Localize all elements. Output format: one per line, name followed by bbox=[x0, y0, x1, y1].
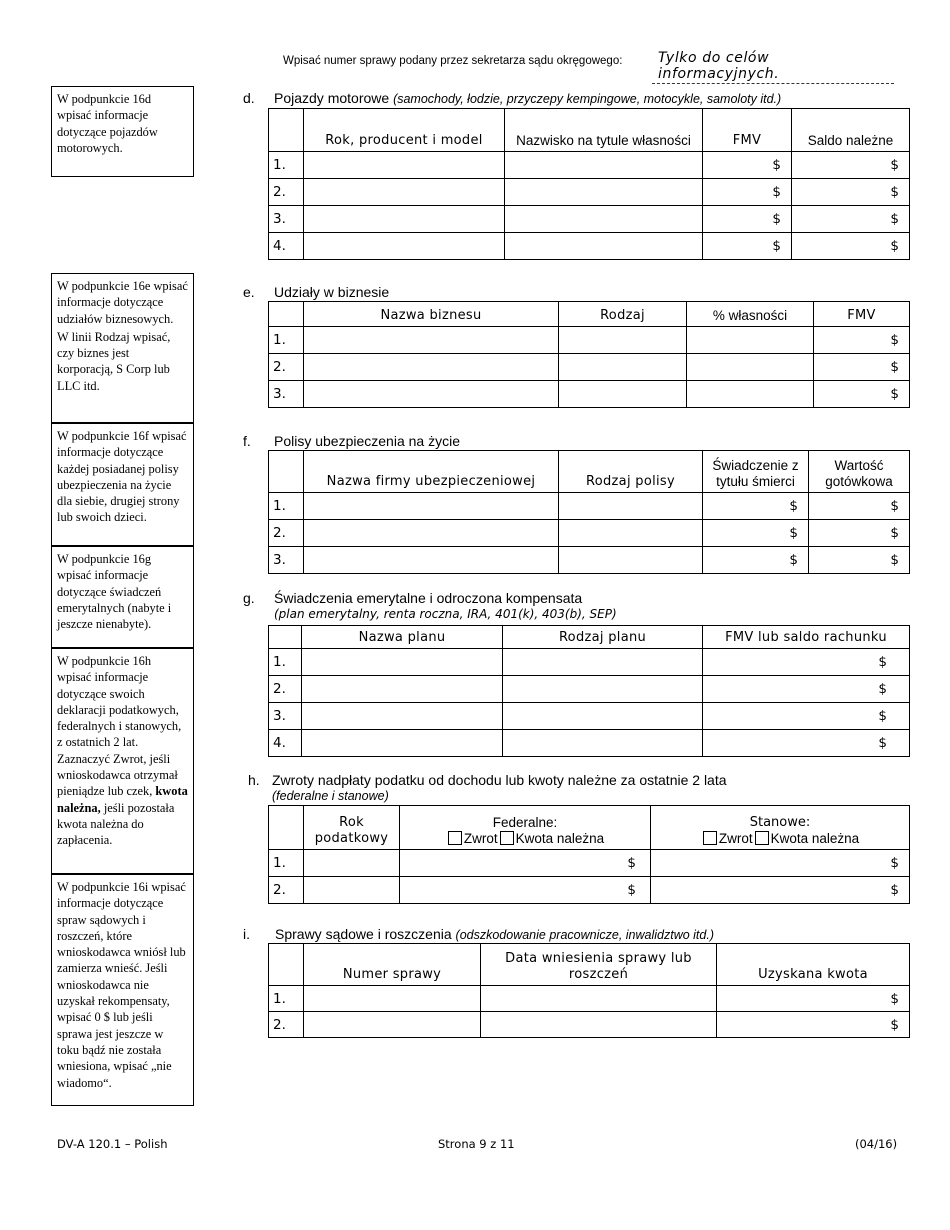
business-name-cell[interactable] bbox=[304, 327, 559, 354]
fmv-cell[interactable]: $ bbox=[814, 327, 910, 354]
fmv-cell[interactable]: $ bbox=[703, 206, 792, 233]
business-type-cell[interactable] bbox=[559, 381, 687, 408]
title-holder-cell[interactable] bbox=[505, 152, 703, 179]
table-row: 1. $ $ bbox=[269, 493, 910, 520]
table-row: 1. $ bbox=[269, 327, 910, 354]
section-i-letter: i. bbox=[243, 926, 250, 942]
section-d-title: Pojazdy motorowe (samochody, łodzie, przyczepy kempingowe, motocykle, samoloty itd.) bbox=[274, 90, 782, 106]
federal-due-checkbox[interactable] bbox=[500, 831, 514, 845]
col-header: FMV bbox=[703, 109, 792, 152]
title-holder-cell[interactable] bbox=[505, 206, 703, 233]
table-row: 1. $ bbox=[269, 649, 910, 676]
col-header: FMV lub saldo rachunku bbox=[703, 626, 910, 649]
vehicle-model-cell[interactable] bbox=[304, 179, 505, 206]
state-refund-checkbox[interactable] bbox=[703, 831, 717, 845]
title-holder-cell[interactable] bbox=[505, 179, 703, 206]
section-f-letter: f. bbox=[243, 433, 251, 449]
col-header: Nazwa firmy ubezpieczeniowej bbox=[304, 451, 559, 493]
vehicle-model-cell[interactable] bbox=[304, 152, 505, 179]
account-balance-cell[interactable]: $ bbox=[703, 676, 910, 703]
sidebar-note-16e: W podpunkcie 16e wpisać informacje dotyczące udziałów biznesowych. W linii Rodzaj wpisać, czy biznes jest korporacją, S Corp lub LLC itd. bbox=[51, 273, 194, 423]
insurer-name-cell[interactable] bbox=[304, 493, 559, 520]
policy-type-cell[interactable] bbox=[559, 520, 703, 547]
col-header: Rok podatkowy bbox=[304, 806, 400, 850]
insurer-name-cell[interactable] bbox=[304, 520, 559, 547]
form-revision: (04/16) bbox=[855, 1137, 898, 1151]
case-number-field[interactable]: Tylko do celów informacyjnych. bbox=[652, 50, 894, 84]
death-benefit-cell[interactable]: $ bbox=[703, 520, 809, 547]
section-g-letter: g. bbox=[243, 590, 255, 606]
table-row: 2. $ bbox=[269, 676, 910, 703]
sidebar-note-16i: W podpunkcie 16i wpisać informacje dotyczące spraw sądowych i roszczeń, które wnioskodawca wniósł lub zamierza wnieść. Jeśli wnioskodawca nie uzyskał rekompensaty, wpisać 0 $ lub jeśli sprawa jest jeszcze w toku bądź nie została wniesiona, wpisać „nie wiadomo“. bbox=[51, 874, 194, 1106]
plan-name-cell[interactable] bbox=[302, 703, 503, 730]
title-holder-cell[interactable] bbox=[505, 233, 703, 260]
balance-cell[interactable]: $ bbox=[792, 179, 910, 206]
business-type-cell[interactable] bbox=[559, 327, 687, 354]
filing-date-cell[interactable] bbox=[481, 1012, 717, 1038]
federal-amount-cell[interactable]: $ bbox=[400, 850, 651, 877]
section-h-title: Zwroty nadpłaty podatku od dochodu lub kwoty należne za ostatnie 2 lata bbox=[272, 772, 727, 788]
ownership-cell[interactable] bbox=[687, 327, 814, 354]
plan-type-cell[interactable] bbox=[503, 730, 703, 757]
sidebar-note-16g: W podpunkcie 16g wpisać informacje dotyczące świadczeń emerytalnych (nabyte i jeszcze nienabyte). bbox=[51, 546, 194, 648]
fmv-cell[interactable]: $ bbox=[703, 179, 792, 206]
col-header: % własności bbox=[687, 302, 814, 327]
plan-name-cell[interactable] bbox=[302, 649, 503, 676]
page-number: Strona 9 z 11 bbox=[438, 1137, 515, 1151]
table-row: 3. $ bbox=[269, 703, 910, 730]
case-number-cell[interactable] bbox=[304, 986, 481, 1012]
cash-value-cell[interactable]: $ bbox=[809, 493, 910, 520]
cash-value-cell[interactable]: $ bbox=[809, 547, 910, 574]
section-h-subtitle: (federalne i stanowe) bbox=[272, 789, 389, 803]
death-benefit-cell[interactable]: $ bbox=[703, 493, 809, 520]
account-balance-cell[interactable]: $ bbox=[703, 730, 910, 757]
section-g-title: Świadczenia emerytalne i odroczona kompensata bbox=[274, 590, 583, 606]
vehicle-model-cell[interactable] bbox=[304, 206, 505, 233]
policy-type-cell[interactable] bbox=[559, 493, 703, 520]
table-row: 3. $ $ bbox=[269, 547, 910, 574]
balance-cell[interactable]: $ bbox=[792, 206, 910, 233]
table-life-insurance bbox=[268, 450, 910, 574]
tax-year-cell[interactable] bbox=[304, 877, 400, 904]
sidebar-note-16d: W podpunkcie 16d wpisać informacje dotyczące pojazdów motorowych. bbox=[51, 86, 194, 177]
col-header: Data wniesienia sprawy lub roszczeń bbox=[481, 944, 717, 986]
col-header: Saldo należne bbox=[792, 109, 910, 152]
col-header: Nazwa biznesu bbox=[304, 302, 559, 327]
tax-year-cell[interactable] bbox=[304, 850, 400, 877]
col-header: Uzyskana kwota bbox=[717, 944, 910, 986]
table-row: 3. $ $ bbox=[269, 206, 910, 233]
filing-date-cell[interactable] bbox=[481, 986, 717, 1012]
state-due-checkbox[interactable] bbox=[755, 831, 769, 845]
table-row: 2. $ $ bbox=[269, 179, 910, 206]
sidebar-note-16h: W podpunkcie 16h wpisać informacje dotyczące swoich deklaracji podatkowych, federalnych i stanowych, z ostatnich 2 lat. Zaznaczyć Zwrot, jeśli wnioskodawca otrzymał pieniądze lub czek, kwota należna, jeśli pozostała kwota należna do zapłacenia. bbox=[51, 648, 194, 874]
vehicle-model-cell[interactable] bbox=[304, 233, 505, 260]
col-header: Wartość gotówkowa bbox=[809, 451, 910, 493]
business-name-cell[interactable] bbox=[304, 354, 559, 381]
death-benefit-cell[interactable]: $ bbox=[703, 547, 809, 574]
cash-value-cell[interactable]: $ bbox=[809, 520, 910, 547]
table-row: 1. $ $ bbox=[269, 850, 910, 877]
col-header: Nazwisko na tytule własności bbox=[505, 109, 703, 152]
col-header: Rodzaj polisy bbox=[559, 451, 703, 493]
table-row: 2. $ bbox=[269, 354, 910, 381]
sidebar-note-16f: W podpunkcie 16f wpisać informacje dotyczące każdej posiadanej polisy ubezpieczenia na życie dla siebie, drugiej strony lub swoich dzieci. bbox=[51, 423, 194, 546]
table-row: 4. $ $ bbox=[269, 233, 910, 260]
section-g-subtitle: (plan emerytalny, renta roczna, IRA, 401(k), 403(b), SEP) bbox=[274, 607, 617, 621]
table-row: 3. $ bbox=[269, 381, 910, 408]
section-e-title: Udziały w biznesie bbox=[274, 284, 390, 300]
col-header: FMV bbox=[814, 302, 910, 327]
table-retirement bbox=[268, 625, 910, 757]
col-header-federal: Federalne: Zwrot Kwota należna bbox=[400, 806, 651, 850]
amount-received-cell[interactable]: $ bbox=[717, 1012, 910, 1038]
fmv-cell[interactable]: $ bbox=[814, 354, 910, 381]
policy-type-cell[interactable] bbox=[559, 547, 703, 574]
section-e-letter: e. bbox=[243, 284, 255, 300]
col-header: Numer sprawy bbox=[304, 944, 481, 986]
section-h-letter: h. bbox=[248, 772, 260, 788]
plan-type-cell[interactable] bbox=[503, 649, 703, 676]
col-header: Nazwa planu bbox=[302, 626, 503, 649]
state-amount-cell[interactable]: $ bbox=[651, 877, 910, 904]
section-d-letter: d. bbox=[243, 90, 255, 106]
col-header: Rodzaj bbox=[559, 302, 687, 327]
balance-cell[interactable]: $ bbox=[792, 152, 910, 179]
federal-amount-cell[interactable]: $ bbox=[400, 877, 651, 904]
case-number-cell[interactable] bbox=[304, 1012, 481, 1038]
business-name-cell[interactable] bbox=[304, 381, 559, 408]
fmv-cell[interactable]: $ bbox=[703, 152, 792, 179]
plan-name-cell[interactable] bbox=[302, 730, 503, 757]
table-business-interests bbox=[268, 301, 910, 408]
section-f-title: Polisy ubezpieczenia na życie bbox=[274, 433, 460, 449]
account-balance-cell[interactable]: $ bbox=[703, 649, 910, 676]
table-row: 2. $ bbox=[269, 1012, 910, 1038]
section-i-title: Sprawy sądowe i roszczenia (odszkodowanie pracownicze, inwalidztwo itd.) bbox=[275, 926, 714, 942]
balance-cell[interactable]: $ bbox=[792, 233, 910, 260]
fmv-cell[interactable]: $ bbox=[814, 381, 910, 408]
plan-type-cell[interactable] bbox=[503, 703, 703, 730]
fmv-cell[interactable]: $ bbox=[703, 233, 792, 260]
table-row: 1. $ $ bbox=[269, 152, 910, 179]
table-row: 4. $ bbox=[269, 730, 910, 757]
col-header: Świadczenie z tytułu śmierci bbox=[703, 451, 809, 493]
table-tax-refunds bbox=[268, 805, 910, 904]
federal-refund-checkbox[interactable] bbox=[448, 831, 462, 845]
col-header: Rok, producent i model bbox=[304, 109, 505, 152]
table-row: 2. $ $ bbox=[269, 520, 910, 547]
account-balance-cell[interactable]: $ bbox=[703, 703, 910, 730]
insurer-name-cell[interactable] bbox=[304, 547, 559, 574]
table-row: 1. $ bbox=[269, 986, 910, 1012]
col-header: Rodzaj planu bbox=[503, 626, 703, 649]
plan-name-cell[interactable] bbox=[302, 676, 503, 703]
case-number-label: Wpisać numer sprawy podany przez sekretarza sądu okręgowego: bbox=[283, 55, 623, 67]
business-type-cell[interactable] bbox=[559, 354, 687, 381]
amount-received-cell[interactable]: $ bbox=[717, 986, 910, 1012]
state-amount-cell[interactable]: $ bbox=[651, 850, 910, 877]
ownership-cell[interactable] bbox=[687, 381, 814, 408]
table-row: 2. $ $ bbox=[269, 877, 910, 904]
ownership-cell[interactable] bbox=[687, 354, 814, 381]
table-lawsuits bbox=[268, 943, 910, 1038]
plan-type-cell[interactable] bbox=[503, 676, 703, 703]
table-vehicles bbox=[268, 108, 910, 260]
col-header-state: Stanowe: Zwrot Kwota należna bbox=[651, 806, 910, 850]
form-id: DV-A 120.1 – Polish bbox=[57, 1137, 168, 1151]
